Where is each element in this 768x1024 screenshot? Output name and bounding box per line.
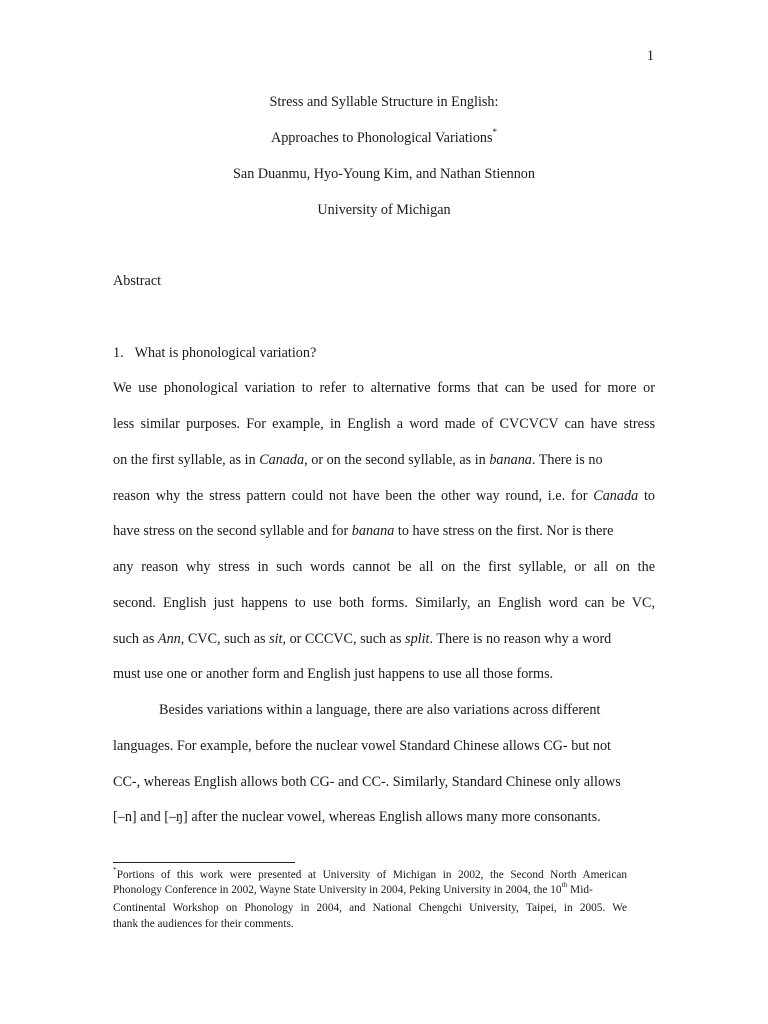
- footnote-line-1: [113, 865, 627, 882]
- section-1-heading: [113, 344, 316, 362]
- paragraph-1-line-9: must use one or another form and English just happens to use all those forms.: [113, 666, 554, 682]
- paragraph-1-line-8: [113, 630, 655, 648]
- text: to: [638, 488, 655, 504]
- paragraph-2-line-2: languages. For example, before the nuclear vowel Standard Chinese allows CG- but not: [113, 738, 612, 754]
- text: Mid-: [567, 884, 593, 896]
- paragraph-1-line-3: [113, 451, 655, 469]
- paragraph-1-line-7: second. English just happens to use both forms. Similarly, an English word can be VC,: [113, 595, 655, 611]
- text: on the first syllable, as in: [113, 452, 260, 468]
- text: such as: [113, 631, 158, 647]
- page-number: 1: [646, 48, 654, 64]
- title-footnote-marker: *: [492, 127, 498, 138]
- footnote-line-3: Continental Workshop on Phonology in 2004, and National Chengchi University, Taipei, in 2005. We: [113, 902, 627, 914]
- text: . There is no reason why a word: [429, 631, 612, 647]
- title-line-1: Stress and Syllable Structure in English:: [269, 94, 499, 110]
- example-word-canada: Canada: [259, 452, 305, 468]
- section-1-title: What is phonological variation?: [134, 345, 317, 361]
- paragraph-1-line-5: [113, 522, 655, 540]
- title-line-2-text: Approaches to Phonological Variations: [270, 130, 493, 146]
- example-word-sit: sit: [269, 631, 283, 647]
- ordinal-suffix: th: [561, 880, 568, 890]
- text: . There is no: [531, 452, 603, 468]
- text: , or CCCVC, such as: [282, 631, 406, 647]
- text: , CVC, such as: [180, 631, 270, 647]
- paragraph-2-line-4: [–n] and [–ŋ] after the nuclear vowel, whereas English allows many more consonants.: [113, 809, 601, 825]
- abstract-heading: Abstract: [113, 273, 162, 289]
- paragraph-1-line-1: We use phonological variation to refer to alternative forms that can be used for more or: [113, 380, 655, 396]
- text: Portions of this work were presented at University of Michigan in 2002, the Second North American: [116, 869, 627, 881]
- text: to have stress on the first. Nor is there: [394, 523, 614, 539]
- text: have stress on the second syllable and for: [113, 523, 352, 539]
- paragraph-2-line-1: Besides variations within a language, there are also variations across different: [159, 702, 601, 718]
- authors: San Duanmu, Hyo-Young Kim, and Nathan Stiennon: [233, 166, 535, 182]
- footnote-line-2: [113, 880, 593, 897]
- text: , or on the second syllable, as in: [304, 452, 490, 468]
- section-1-number: 1.: [113, 345, 124, 361]
- footnote-line-4: thank the audiences for their comments.: [113, 918, 294, 930]
- example-word-ann: Ann: [157, 631, 181, 647]
- affiliation: University of Michigan: [317, 202, 451, 218]
- paragraph-1-line-6: any reason why stress in such words cannot be all on the first syllable, or all on the: [113, 559, 655, 575]
- example-word-split: split: [405, 631, 430, 647]
- footnote-marker: *: [113, 865, 117, 875]
- text: reason why the stress pattern could not have been the other way round, i.e. for: [113, 488, 594, 504]
- paragraph-2-line-3: CC-, whereas English allows both CG- and CC-. Similarly, Standard Chinese only allows: [113, 774, 621, 790]
- paragraph-1-line-2: less similar purposes. For example, in English a word made of CVCVCV can have stress: [113, 416, 655, 432]
- text: Phonology Conference in 2002, Wayne State University in 2004, Peking University in 2004, the 10: [113, 884, 562, 896]
- example-word-banana: banana: [489, 452, 532, 468]
- paragraph-1-line-4: [113, 487, 655, 505]
- title-line-2: [0, 129, 768, 147]
- footnote-separator: [113, 862, 295, 863]
- example-word-canada: Canada: [593, 488, 639, 504]
- example-word-banana: banana: [351, 523, 395, 539]
